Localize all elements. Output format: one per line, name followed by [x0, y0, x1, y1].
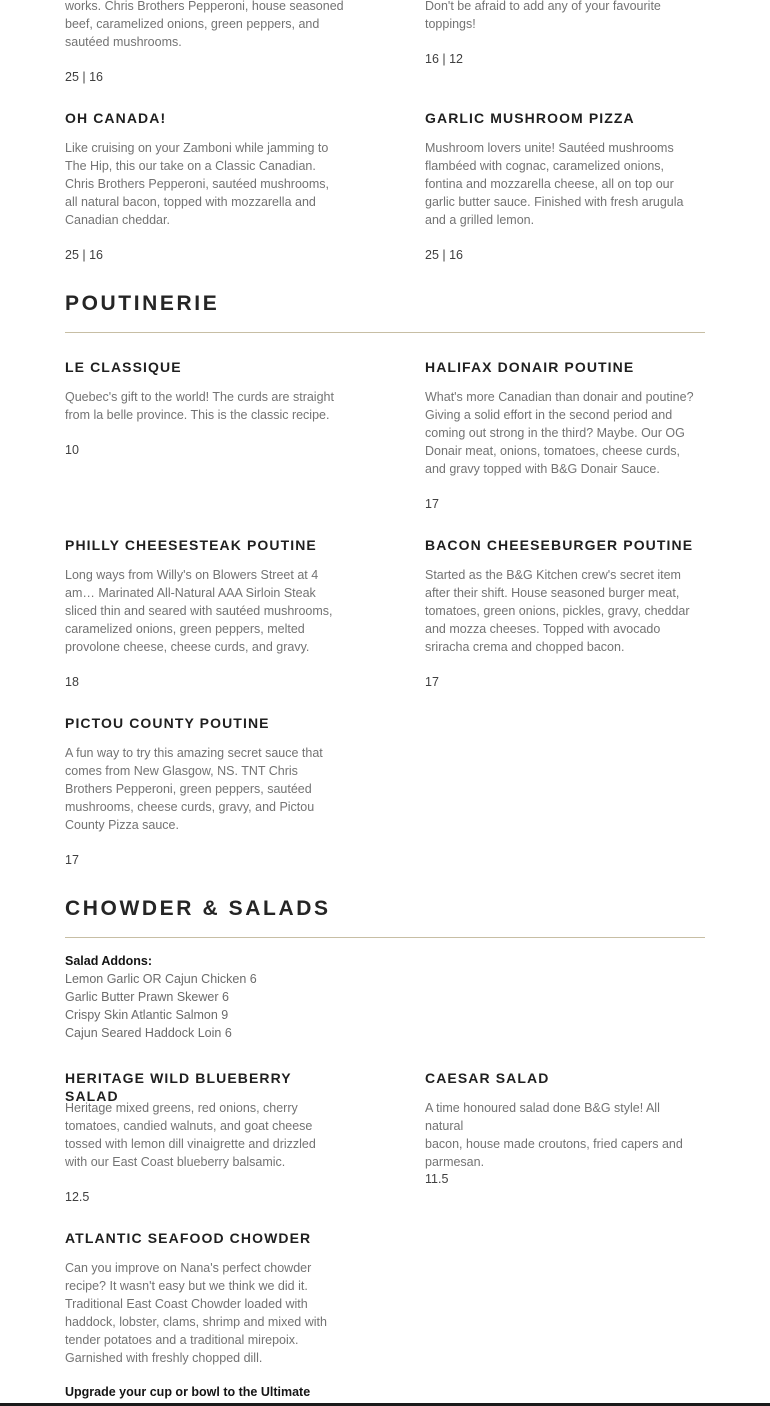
desc-line: A time honoured salad done B&G style! All natural: [425, 1101, 660, 1133]
section-title-chowder-salads: CHOWDER & SALADS: [65, 897, 331, 920]
desc-line: recipe? It wasn't easy but we think we did it.: [65, 1279, 308, 1293]
item-price-oh-canada: 25 | 16: [65, 248, 104, 262]
salad-addons-header: Salad Addons:: [65, 954, 153, 968]
desc-line: Don't be afraid to add any of your favourite: [425, 0, 661, 13]
item-price-le-classique: 10: [65, 443, 79, 457]
item-title-oh-canada: OH CANADA!: [65, 110, 167, 126]
item-price-bacon-cheeseburger-poutine: 17: [425, 675, 439, 689]
item-description: [425, 0, 700, 33]
desc-line: works. Chris Brothers Pepperoni, house seasoned: [65, 0, 344, 13]
desc-line: mushrooms, cheese curds, gravy, and Pictou: [65, 800, 315, 814]
desc-line: Giving a solid effort in the second period and: [425, 408, 673, 422]
addon-item: Garlic Butter Prawn Skewer 6: [65, 990, 229, 1004]
desc-line: haddock, lobster, clams, shrimp and mixed with: [65, 1315, 327, 1329]
desc-line: Brothers Pepperoni, green peppers, sautéed: [65, 782, 312, 796]
desc-line: tossed with lemon dill vinaigrette and drizzled: [65, 1137, 316, 1151]
desc-line: Traditional East Coast Chowder loaded with: [65, 1297, 308, 1311]
item-description-le-classique: [65, 388, 350, 424]
desc-line: tomatoes, candied walnuts, and goat cheese: [65, 1119, 313, 1133]
item-description-heritage-wild-blueberry-salad: [65, 1099, 350, 1171]
desc-line: parmesan.: [425, 1155, 485, 1169]
desc-line: Mushroom lovers unite! Sautéed mushrooms: [425, 141, 674, 155]
item-price-garlic-mushroom-pizza: 25 | 16: [425, 248, 464, 262]
item-title-bacon-cheeseburger-poutine: BACON CHEESEBURGER POUTINE: [425, 537, 694, 553]
desc-line: from la belle province. This is the classic recipe.: [65, 408, 330, 422]
desc-line: flambéed with cognac, caramelized onions,: [425, 159, 665, 173]
desc-line: provolone cheese, cheese curds, and gravy.: [65, 640, 310, 654]
desc-line: A fun way to try this amazing secret sauce that: [65, 746, 323, 760]
item-description-caesar-salad: [425, 1099, 700, 1171]
desc-line: coming out strong in the third? Maybe. Our OG: [425, 426, 685, 440]
section-divider: [65, 937, 705, 938]
item-title-garlic-mushroom-pizza: GARLIC MUSHROOM PIZZA: [425, 110, 635, 126]
desc-line: Started as the B&G Kitchen crew's secret item: [425, 568, 681, 582]
desc-line: after their shift. House seasoned burger meat,: [425, 586, 680, 600]
menu-item-partial-right: [425, 0, 700, 33]
item-description-atlantic-seafood-chowder: [65, 1259, 350, 1367]
desc-line: Donair meat, onions, tomatoes, cheese curds,: [425, 444, 680, 458]
desc-line: am… Marinated All-Natural AAA Sirloin Steak: [65, 586, 316, 600]
item-title-le-classique: LE CLASSIQUE: [65, 359, 182, 375]
item-price-heritage-wild-blueberry-salad: 12.5: [65, 1190, 90, 1204]
desc-line: Can you improve on Nana's perfect chowder: [65, 1261, 312, 1275]
desc-line: tomatoes, green onions, pickles, gravy, cheddar: [425, 604, 690, 618]
item-title-pictou-county-poutine: PICTOU COUNTY POUTINE: [65, 715, 270, 731]
item-title-caesar-salad: CAESAR SALAD: [425, 1070, 550, 1086]
desc-line: Garnished with freshly chopped dill.: [65, 1351, 263, 1365]
desc-line: and mozza cheeses. Topped with avocado: [425, 622, 661, 636]
desc-line: beef, caramelized onions, green peppers, and: [65, 17, 320, 31]
desc-line: sliced thin and seared with sautéed mushrooms,: [65, 604, 333, 618]
desc-line: caramelized onions, green peppers, melted: [65, 622, 305, 636]
desc-line: tender potatoes and a traditional mirepoix.: [65, 1333, 299, 1347]
salad-addons: [65, 952, 350, 1042]
desc-line: Canadian cheddar.: [65, 213, 170, 227]
desc-line: comes from New Glasgow, NS. TNT Chris: [65, 764, 298, 778]
addon-item: Lemon Garlic OR Cajun Chicken 6: [65, 972, 257, 986]
item-title-atlantic-seafood-chowder: ATLANTIC SEAFOOD CHOWDER: [65, 1230, 312, 1246]
item-description-halifax-donair-poutine: [425, 388, 700, 478]
desc-line: Like cruising on your Zamboni while jamming to: [65, 141, 329, 155]
addon-item: Cajun Seared Haddock Loin 6: [65, 1026, 232, 1040]
desc-line: Quebec's gift to the world! The curds are straight: [65, 390, 334, 404]
desc-line: County Pizza sauce.: [65, 818, 179, 832]
desc-line: with our East Coast blueberry balsamic.: [65, 1155, 286, 1169]
item-description: [65, 0, 350, 51]
item-description-oh-canada: [65, 139, 350, 229]
item-title-halifax-donair-poutine: HALIFAX DONAIR POUTINE: [425, 359, 635, 375]
desc-line: and gravy topped with B&G Donair Sauce.: [425, 462, 660, 476]
desc-line: and a grilled lemon.: [425, 213, 535, 227]
item-title-philly-cheesesteak-poutine: PHILLY CHEESESTEAK POUTINE: [65, 537, 317, 553]
desc-line: garlic butter sauce. Finished with fresh arugula: [425, 195, 684, 209]
item-price: 16 | 12: [425, 52, 464, 66]
desc-line: toppings!: [425, 17, 476, 31]
addon-item: Crispy Skin Atlantic Salmon 9: [65, 1008, 229, 1022]
item-price-pictou-county-poutine: 17: [65, 853, 79, 867]
desc-line: Long ways from Willy's on Blowers Street at 4: [65, 568, 319, 582]
item-price-caesar-salad: 11.5: [425, 1172, 449, 1186]
desc-line: Heritage mixed greens, red onions, cherry: [65, 1101, 298, 1115]
desc-line: bacon, house made croutons, fried capers and: [425, 1137, 683, 1151]
desc-line: sriracha crema and chopped bacon.: [425, 640, 625, 654]
desc-line: What's more Canadian than donair and poutine?: [425, 390, 694, 404]
desc-line: sautéed mushrooms.: [65, 35, 182, 49]
section-title-poutinerie: POUTINERIE: [65, 292, 220, 315]
desc-line: fontina and mozzarella cheese, all on top our: [425, 177, 674, 191]
item-price-halifax-donair-poutine: 17: [425, 497, 439, 511]
desc-line: Chris Brothers Pepperoni, sautéed mushrooms,: [65, 177, 330, 191]
desc-line: The Hip, this our take on a Classic Canadian.: [65, 159, 316, 173]
menu-item-partial-left: [65, 0, 350, 51]
item-description-garlic-mushroom-pizza: [425, 139, 700, 229]
item-price-philly-cheesesteak-poutine: 18: [65, 675, 79, 689]
chowder-upgrade-note: Upgrade your cup or bowl to the Ultimate: [65, 1385, 311, 1399]
desc-line: all natural bacon, topped with mozzarella and: [65, 195, 316, 209]
item-description-bacon-cheeseburger-poutine: [425, 566, 700, 656]
item-price: 25 | 16: [65, 70, 104, 84]
section-divider: [65, 332, 705, 333]
item-description-pictou-county-poutine: [65, 744, 350, 834]
item-description-philly-cheesesteak-poutine: [65, 566, 350, 656]
item-title-heritage-wild-blueberry-salad: HERITAGE WILD BLUEBERRY SALAD: [65, 1070, 292, 1104]
